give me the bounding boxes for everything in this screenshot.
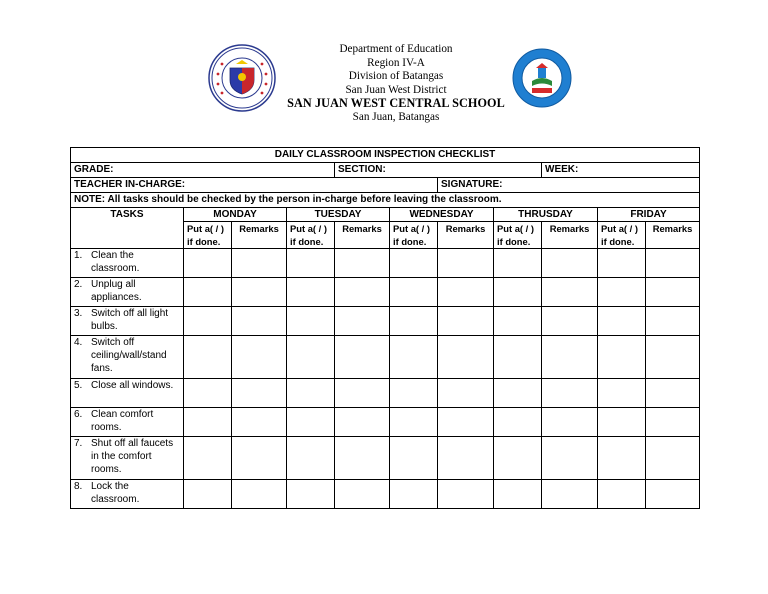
header-line-region: Region IV-A xyxy=(367,56,425,69)
remarks-cell[interactable] xyxy=(646,437,700,480)
header-text-block xyxy=(276,43,516,125)
remarks-header: Remarks xyxy=(438,222,494,249)
deped-seal-logo xyxy=(208,44,276,112)
check-cell[interactable] xyxy=(598,437,646,480)
task-row xyxy=(71,249,700,278)
day-header-monday: MONDAY xyxy=(184,208,287,222)
task-row xyxy=(71,408,700,437)
remarks-cell[interactable] xyxy=(232,278,287,307)
remarks-cell[interactable] xyxy=(232,408,287,437)
form-title: DAILY CLASSROOM INSPECTION CHECKLIST xyxy=(71,148,700,163)
remarks-cell[interactable] xyxy=(646,278,700,307)
remarks-header: Remarks xyxy=(335,222,390,249)
remarks-cell[interactable] xyxy=(438,278,494,307)
check-cell[interactable] xyxy=(494,307,542,336)
task-number: 8. xyxy=(74,481,83,492)
note-row xyxy=(71,193,700,208)
put-check-header: Put a( / ) if done. xyxy=(598,222,646,249)
task-text: Switch off ceiling/wall/stand fans. xyxy=(91,337,167,374)
day-header-friday: FRIDAY xyxy=(598,208,700,222)
remarks-cell[interactable] xyxy=(232,480,287,509)
school-address: San Juan, Batangas xyxy=(352,110,440,123)
check-cell[interactable] xyxy=(287,437,335,480)
check-cell[interactable] xyxy=(494,336,542,379)
check-cell[interactable] xyxy=(598,336,646,379)
task-cell xyxy=(71,379,184,408)
school-name: SAN JUAN WEST CENTRAL SCHOOL xyxy=(287,96,505,111)
check-cell[interactable] xyxy=(390,480,438,509)
check-cell[interactable] xyxy=(287,307,335,336)
check-cell[interactable] xyxy=(287,249,335,278)
task-cell xyxy=(71,408,184,437)
header-line-division: Division of Batangas xyxy=(348,70,444,83)
teacher-in-charge-field[interactable]: TEACHER IN-CHARGE: xyxy=(71,178,438,193)
check-cell[interactable] xyxy=(287,379,335,408)
put-check-header: Put a( / ) if done. xyxy=(390,222,438,249)
remarks-header: Remarks xyxy=(542,222,598,249)
remarks-cell[interactable] xyxy=(438,408,494,437)
grade-field[interactable]: GRADE: xyxy=(71,163,335,178)
check-cell[interactable] xyxy=(598,307,646,336)
check-cell[interactable] xyxy=(184,408,232,437)
task-text: Lock the classroom. xyxy=(91,481,140,505)
remarks-cell[interactable] xyxy=(542,336,598,379)
task-row xyxy=(71,307,700,336)
section-field[interactable]: SECTION: xyxy=(335,163,542,178)
check-cell[interactable] xyxy=(598,278,646,307)
check-cell[interactable] xyxy=(390,307,438,336)
task-cell xyxy=(71,249,184,278)
header-line-department: Department of Education xyxy=(339,43,453,55)
task-text: Close all windows. xyxy=(91,380,174,391)
check-cell[interactable] xyxy=(390,336,438,379)
task-text: Clean comfort rooms. xyxy=(91,409,154,433)
remarks-cell[interactable] xyxy=(335,408,390,437)
remarks-cell[interactable] xyxy=(646,249,700,278)
day-header-wednesday: WEDNESDAY xyxy=(390,208,494,222)
check-cell[interactable] xyxy=(287,480,335,509)
note-text: NOTE: All tasks should be checked by the person in-charge before leaving the classroom. xyxy=(71,193,700,208)
check-cell[interactable] xyxy=(494,379,542,408)
check-cell[interactable] xyxy=(184,249,232,278)
check-cell[interactable] xyxy=(287,336,335,379)
check-cell[interactable] xyxy=(390,437,438,480)
remarks-cell[interactable] xyxy=(232,437,287,480)
remarks-cell[interactable] xyxy=(335,379,390,408)
document-header xyxy=(0,0,768,140)
check-cell[interactable] xyxy=(184,336,232,379)
task-number: 7. xyxy=(74,438,83,449)
check-cell[interactable] xyxy=(390,408,438,437)
remarks-cell[interactable] xyxy=(335,336,390,379)
remarks-cell[interactable] xyxy=(232,249,287,278)
task-number: 5. xyxy=(74,380,83,391)
day-header-thursday: THRUSDAY xyxy=(494,208,598,222)
check-cell[interactable] xyxy=(184,278,232,307)
task-row xyxy=(71,437,700,480)
remarks-cell[interactable] xyxy=(542,379,598,408)
remarks-cell[interactable] xyxy=(438,379,494,408)
task-text: Switch off all light bulbs. xyxy=(91,308,169,332)
remarks-cell[interactable] xyxy=(542,278,598,307)
remarks-cell[interactable] xyxy=(438,249,494,278)
task-cell xyxy=(71,307,184,336)
remarks-cell[interactable] xyxy=(542,437,598,480)
remarks-cell[interactable] xyxy=(542,249,598,278)
task-rows xyxy=(71,249,700,509)
check-cell[interactable] xyxy=(184,437,232,480)
remarks-cell[interactable] xyxy=(542,480,598,509)
task-row xyxy=(71,278,700,307)
check-cell[interactable] xyxy=(598,379,646,408)
remarks-cell[interactable] xyxy=(335,249,390,278)
remarks-cell[interactable] xyxy=(542,307,598,336)
check-cell[interactable] xyxy=(287,278,335,307)
check-cell[interactable] xyxy=(390,249,438,278)
remarks-header: Remarks xyxy=(232,222,287,249)
day-header-tuesday: TUESDAY xyxy=(287,208,390,222)
remarks-cell[interactable] xyxy=(646,379,700,408)
check-cell[interactable] xyxy=(598,480,646,509)
remarks-cell[interactable] xyxy=(335,307,390,336)
check-cell[interactable] xyxy=(184,307,232,336)
task-text: Shut off all faucets in the comfort rooms. xyxy=(91,438,174,475)
remarks-cell[interactable] xyxy=(646,307,700,336)
task-number: 6. xyxy=(74,409,83,420)
day-header-row xyxy=(71,208,700,222)
task-number: 2. xyxy=(74,279,83,290)
signature-field[interactable]: SIGNATURE: xyxy=(438,178,700,193)
check-cell[interactable] xyxy=(390,379,438,408)
task-row xyxy=(71,336,700,379)
remarks-cell[interactable] xyxy=(232,307,287,336)
task-number: 3. xyxy=(74,308,83,319)
put-check-header: Put a( / ) if done. xyxy=(184,222,232,249)
remarks-cell[interactable] xyxy=(438,307,494,336)
task-cell xyxy=(71,437,184,480)
remarks-cell[interactable] xyxy=(232,336,287,379)
title-row xyxy=(71,148,700,163)
check-cell[interactable] xyxy=(598,249,646,278)
header-line-district: San Juan West District xyxy=(345,83,447,96)
task-row xyxy=(71,379,700,408)
task-text: Unplug all appliances. xyxy=(91,279,142,303)
task-cell xyxy=(71,480,184,509)
remarks-cell[interactable] xyxy=(232,379,287,408)
check-cell[interactable] xyxy=(494,249,542,278)
check-cell[interactable] xyxy=(494,278,542,307)
teacher-row xyxy=(71,178,700,193)
check-cell[interactable] xyxy=(494,480,542,509)
check-cell[interactable] xyxy=(494,408,542,437)
task-number: 1. xyxy=(74,250,83,261)
school-seal-logo xyxy=(512,48,572,108)
task-text: Clean the classroom. xyxy=(91,250,140,274)
remarks-cell[interactable] xyxy=(646,480,700,509)
week-field[interactable]: WEEK: xyxy=(542,163,700,178)
remarks-cell[interactable] xyxy=(438,480,494,509)
remarks-header: Remarks xyxy=(646,222,700,249)
remarks-cell[interactable] xyxy=(646,408,700,437)
task-cell xyxy=(71,278,184,307)
remarks-cell[interactable] xyxy=(438,336,494,379)
remarks-cell[interactable] xyxy=(438,437,494,480)
check-cell[interactable] xyxy=(287,408,335,437)
check-cell[interactable] xyxy=(598,408,646,437)
remarks-cell[interactable] xyxy=(335,437,390,480)
check-cell[interactable] xyxy=(390,278,438,307)
task-number: 4. xyxy=(74,337,83,348)
remarks-cell[interactable] xyxy=(542,408,598,437)
check-cell[interactable] xyxy=(184,379,232,408)
grade-row xyxy=(71,163,700,178)
tasks-header: TASKS xyxy=(71,208,184,249)
check-cell[interactable] xyxy=(184,480,232,509)
put-check-header: Put a( / ) if done. xyxy=(494,222,542,249)
inspection-checklist-table xyxy=(70,147,700,509)
task-cell xyxy=(71,336,184,379)
remarks-cell[interactable] xyxy=(335,480,390,509)
check-cell[interactable] xyxy=(494,437,542,480)
task-row xyxy=(71,480,700,509)
put-check-header: Put a( / ) if done. xyxy=(287,222,335,249)
remarks-cell[interactable] xyxy=(335,278,390,307)
remarks-cell[interactable] xyxy=(646,336,700,379)
